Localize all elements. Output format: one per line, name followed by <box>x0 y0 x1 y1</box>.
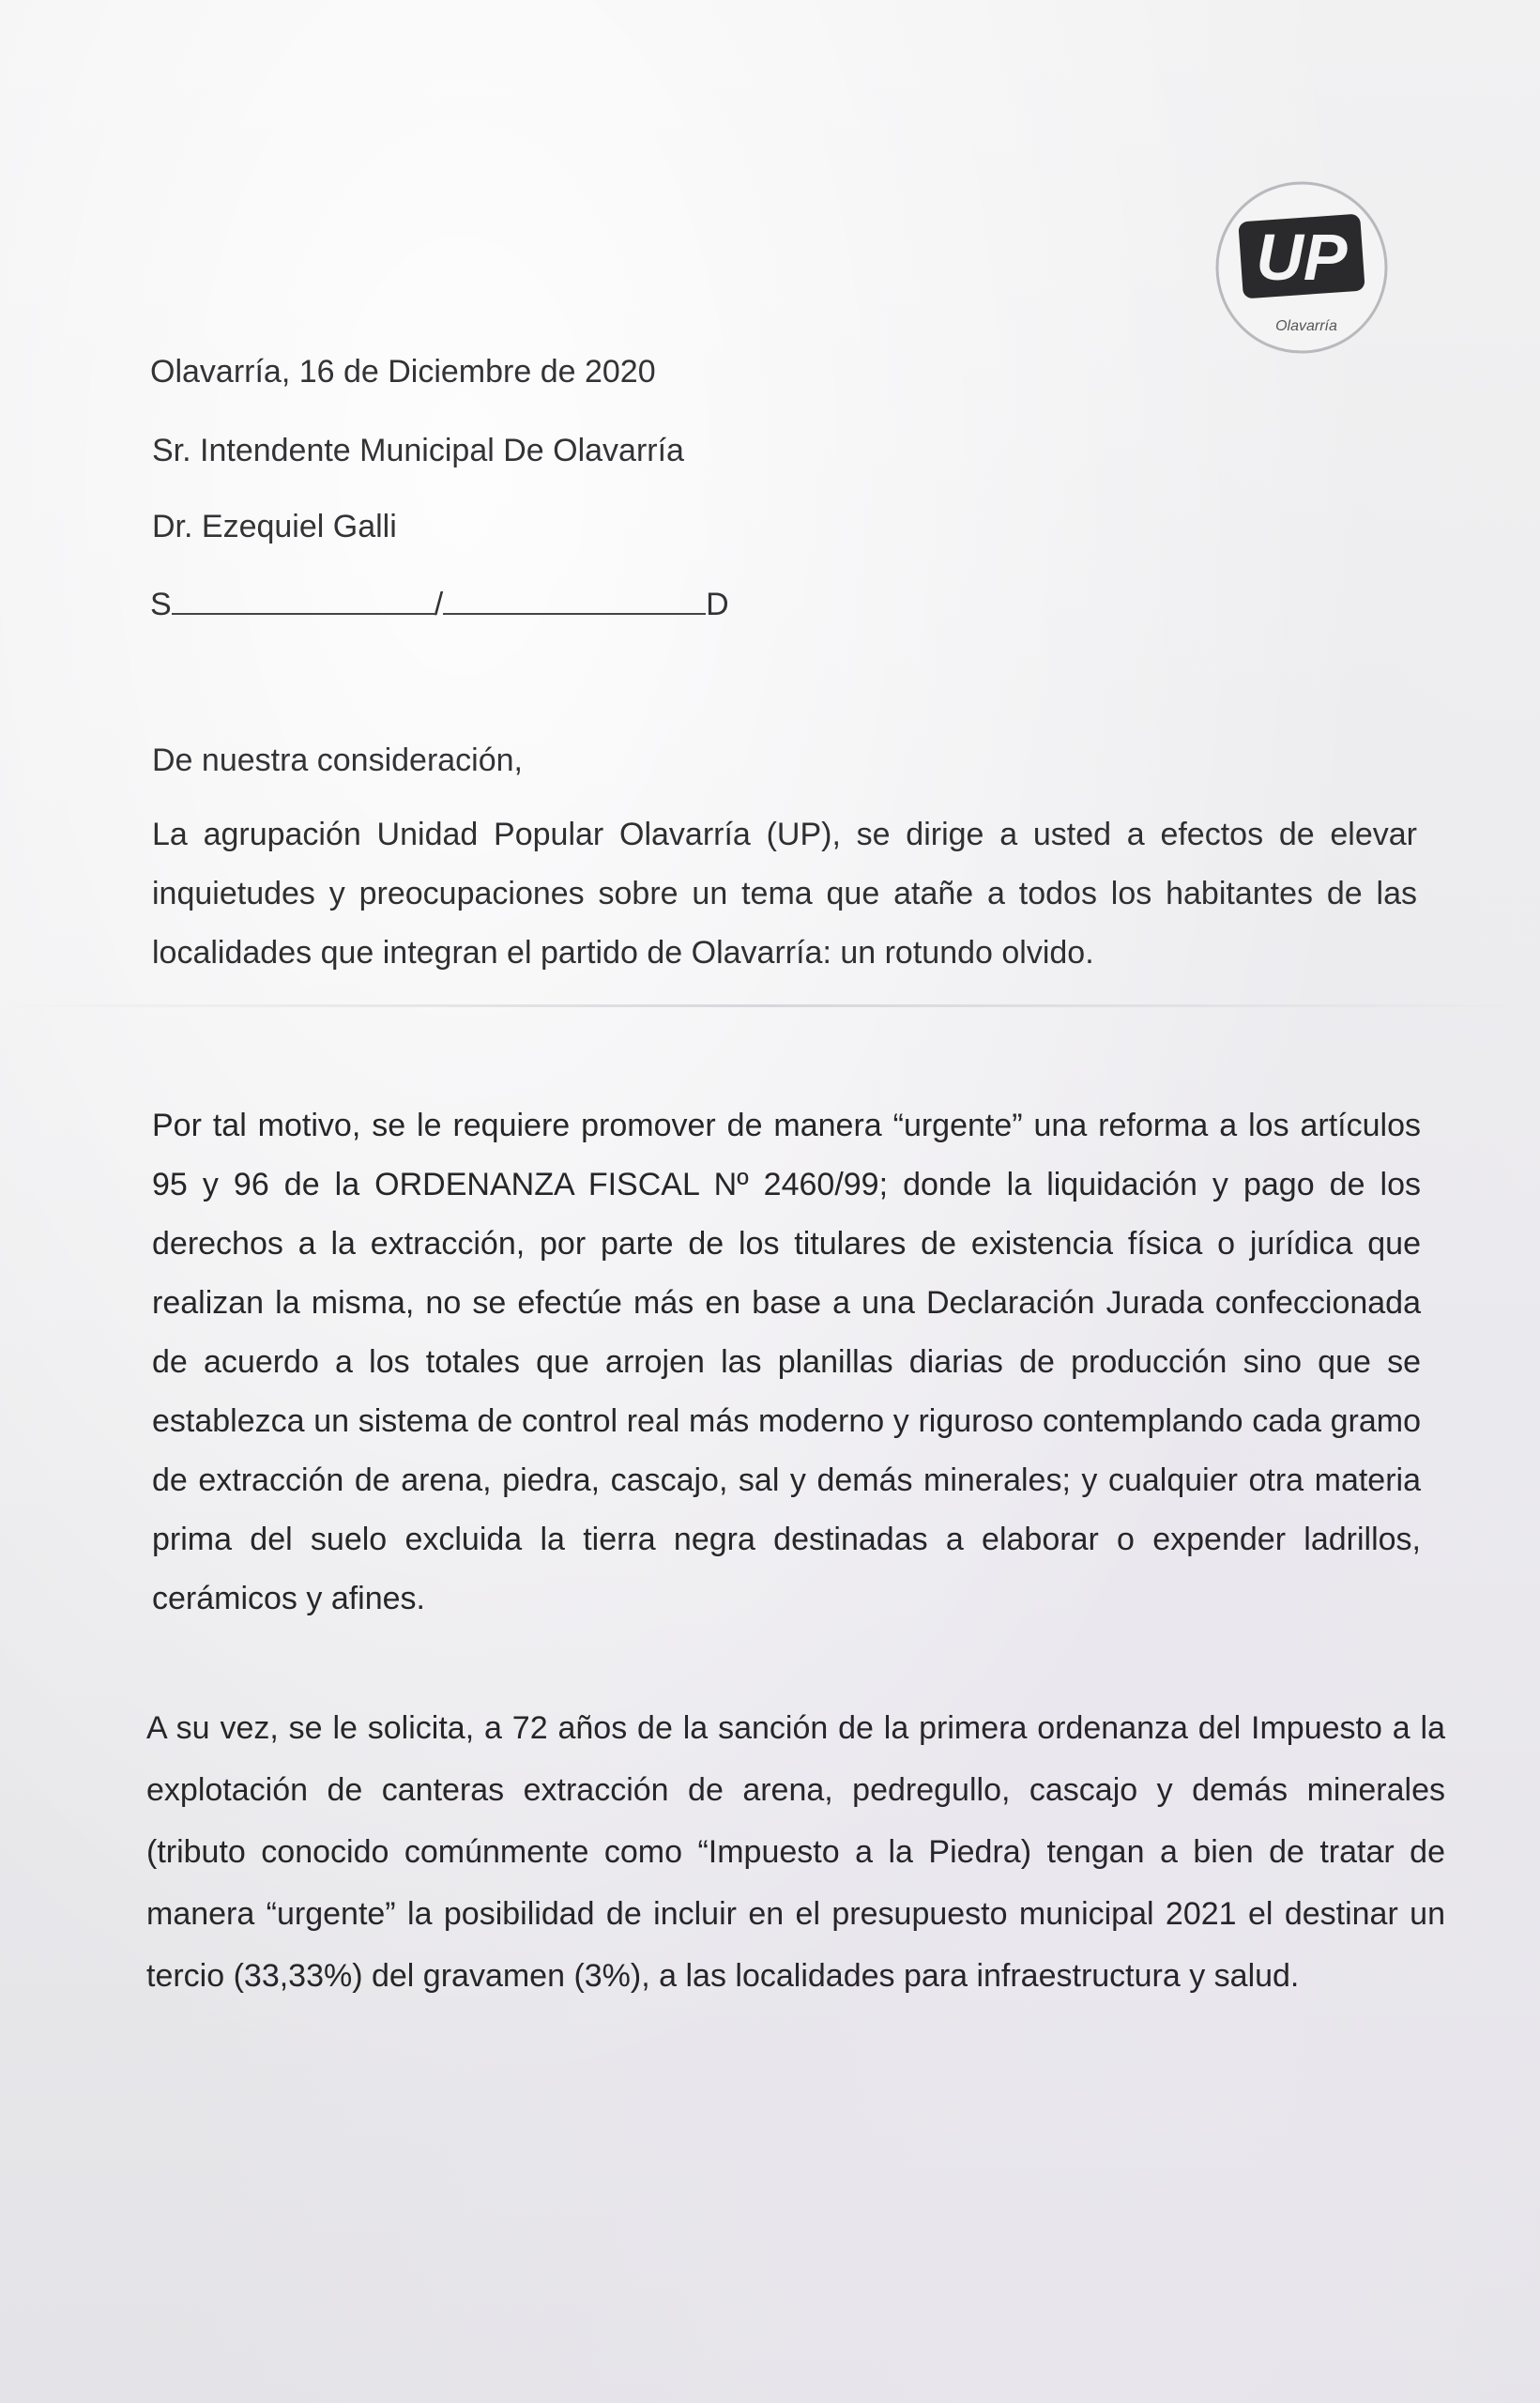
sd-end: D <box>706 587 729 622</box>
paper-fold <box>0 1004 1540 1007</box>
recipient-title: Sr. Intendente Municipal De Olavarría <box>152 433 684 468</box>
date-line: Olavarría, 16 de Diciembre de 2020 <box>150 354 656 390</box>
recipient-name: Dr. Ezequiel Galli <box>152 509 397 544</box>
paragraph-reform-request: Por tal motivo, se le requiere promover de manera “urgente” una reforma a los artículos 95 y 96 de la ORDENANZA FISCAL Nº 2460/99; donde la liquidación y pago de los derechos a la extracción, por parte de los titulares de existencia física o jurídica que realizan la misma, no se efectúe más en base a una Declaración Jurada confeccionada de acuerdo a los totales que arrojen las planillas diarias de producción sino que se establezca un sistema de control real más moderno y riguroso contemplando cada gramo de extracción de arena, piedra, cascajo, sal y demás minerales; y cualquier otra materia prima del suelo excluida la tierra negra destinadas a elaborar o expender ladrillos, cerámicos y afines. <box>152 1108 1421 1616</box>
logo-subtext: Olavarría <box>1275 318 1337 334</box>
logo-mark-text: UP <box>1256 221 1348 294</box>
greeting: De nuestra consideración, <box>152 742 524 778</box>
sd-start: S <box>150 587 172 622</box>
sd-blank-1 <box>172 585 435 615</box>
paragraph-tax-allocation: A su vez, se le solicita, a 72 años de la sanción de la primera ordenanza del Impuesto a la explotación de canteras extracción de arena, pedregullo, cascajo y demás minerales (tributo conocido comúnmente como “Impuesto a la Piedra) tengan a bien de tratar de manera “urgente” la posibilidad de incluir en el presupuesto municipal 2021 el destinar un tercio (33,33%) del gravamen (3%), a las localidades para infraestructura y salud. <box>146 1710 1445 1994</box>
up-party-logo-icon <box>1212 178 1391 357</box>
sd-separator: / <box>434 587 444 622</box>
sd-blank-2 <box>443 585 706 615</box>
paragraph-intro: La agrupación Unidad Popular Olavarría (UP), se dirige a usted a efectos de elevar inquietudes y preocupaciones sobre un tema que atañe a todos los habitantes de las localidades que integran el partido de Olavarría: un rotundo olvido. <box>152 817 1417 971</box>
salutation-sd-line <box>150 584 729 625</box>
